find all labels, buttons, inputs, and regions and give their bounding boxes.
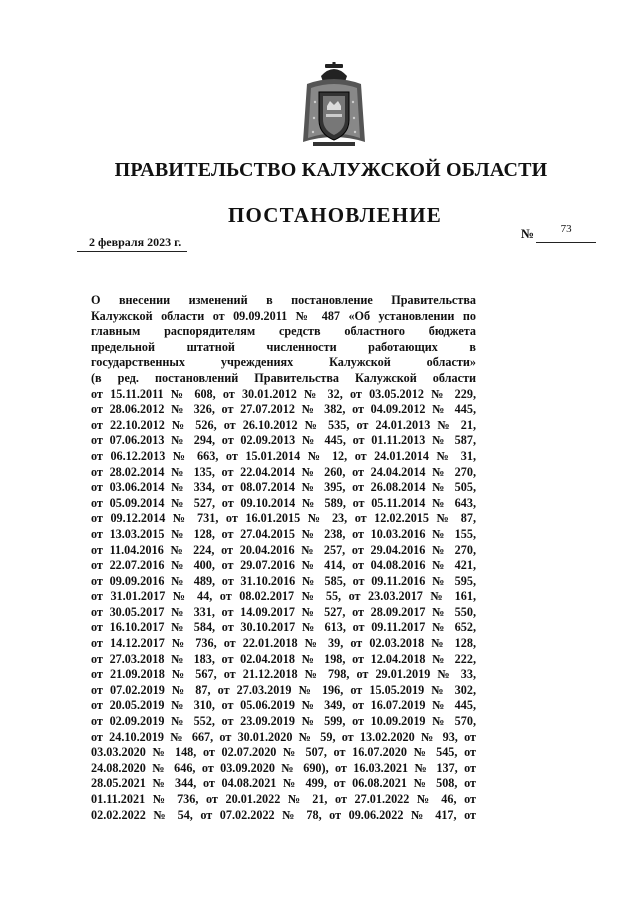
body-line: от 02.09.2019 № 552, от 23.09.2019 № 599, от 10.09.2019 № 570, [91, 714, 476, 729]
document-type-title: ПОСТАНОВЛЕНИЕ [227, 203, 443, 227]
body-line: от 20.05.2019 № 310, от 05.06.2019 № 349, от 16.07.2019 № 445, [91, 698, 476, 713]
body-line: от 24.10.2019 № 667, от 30.01.2020 № 59, от 13.02.2020 № 93, от [91, 729, 476, 744]
body-line: от 14.12.2017 № 736, от 22.01.2018 № 39, от 02.03.2018 № 128, [91, 636, 476, 651]
body-line: от 27.03.2018 № 183, от 02.04.2018 № 198, от 12.04.2018 № 222, [91, 651, 476, 666]
body-line: (в ред. постановлений Правительства Калужской области [91, 370, 476, 385]
body-line: Калужской области от 09.09.2011 № 487 «Об установлении по [91, 308, 476, 323]
body-line: от 13.03.2015 № 128, от 27.04.2015 № 238, от 10.03.2016 № 155, [91, 526, 476, 541]
body-line: от 11.04.2016 № 224, от 20.04.2016 № 257, от 29.04.2016 № 270, [91, 542, 476, 557]
body-line: 02.02.2022 № 54, от 07.02.2022 № 78, от 09.06.2022 № 417, от [91, 807, 476, 822]
document-body [91, 293, 476, 823]
body-line: от 16.10.2017 № 584, от 30.10.2017 № 613, от 09.11.2017 № 652, [91, 620, 476, 635]
document-date-field [77, 234, 187, 252]
body-line: от 28.06.2012 № 326, от 27.07.2012 № 382, от 04.09.2012 № 445, [91, 402, 476, 417]
body-line: от 07.02.2019 № 87, от 27.03.2019 № 196, от 15.05.2019 № 302, [91, 682, 476, 697]
document-number-field [521, 223, 596, 243]
body-line: государственных учреждениях Калужской области» [91, 355, 476, 370]
body-line: 28.05.2021 № 344, от 04.08.2021 № 499, от 06.08.2021 № 508, от [91, 776, 476, 791]
number-label: № [521, 226, 535, 241]
body-line: 03.03.2020 № 148, от 02.07.2020 № 507, от 16.07.2020 № 545, от [91, 745, 476, 760]
body-line: от 06.12.2013 № 663, от 15.01.2014 № 12, от 24.01.2014 № 31, [91, 448, 476, 463]
body-line: предельной штатной численности работающих в [91, 339, 476, 354]
body-line: О внесении изменений в постановление Правительства [91, 293, 476, 307]
body-line: от 09.12.2014 № 731, от 16.01.2015 № 23, от 12.02.2015 № 87, [91, 511, 476, 526]
body-line: от 28.02.2014 № 135, от 22.04.2014 № 260, от 24.04.2014 № 270, [91, 464, 476, 479]
body-line: главным распорядителям средств областного бюджета [91, 324, 476, 339]
body-line: от 05.09.2014 № 527, от 09.10.2014 № 589, от 05.11.2014 № 643, [91, 495, 476, 510]
coat-of-arms-icon [299, 62, 369, 150]
body-line: от 22.07.2016 № 400, от 29.07.2016 № 414, от 04.08.2016 № 421, [91, 558, 476, 573]
body-line: от 07.06.2013 № 294, от 02.09.2013 № 445, от 01.11.2013 № 587, [91, 433, 476, 448]
body-line: от 31.01.2017 № 44, от 08.02.2017 № 55, от 23.03.2017 № 161, [91, 589, 476, 604]
body-line: от 03.06.2014 № 334, от 08.07.2014 № 395, от 26.08.2014 № 505, [91, 480, 476, 495]
body-line: от 09.09.2016 № 489, от 31.10.2016 № 585, от 09.11.2016 № 595, [91, 573, 476, 588]
government-title: ПРАВИТЕЛЬСТВО КАЛУЖСКОЙ ОБЛАСТИ [114, 159, 548, 181]
document-number: 73 [560, 223, 572, 235]
body-line: 01.11.2021 № 736, от 20.01.2022 № 21, от 27.01.2022 № 46, от [91, 792, 476, 806]
document-date: 2 февраля 2023 г. [89, 235, 182, 249]
body-line: от 15.11.2011 № 608, от 30.01.2012 № 32, от 03.05.2012 № 229, [91, 386, 476, 401]
body-line: от 22.10.2012 № 526, от 26.10.2012 № 535, от 24.01.2013 № 21, [91, 417, 476, 432]
body-line: от 21.09.2018 № 567, от 21.12.2018 № 798, от 29.01.2019 № 33, [91, 667, 476, 682]
body-line: 24.08.2020 № 646, от 03.09.2020 № 690), от 16.03.2021 № 137, от [91, 760, 476, 775]
body-line: от 30.05.2017 № 331, от 14.09.2017 № 527, от 28.09.2017 № 550, [91, 604, 476, 619]
